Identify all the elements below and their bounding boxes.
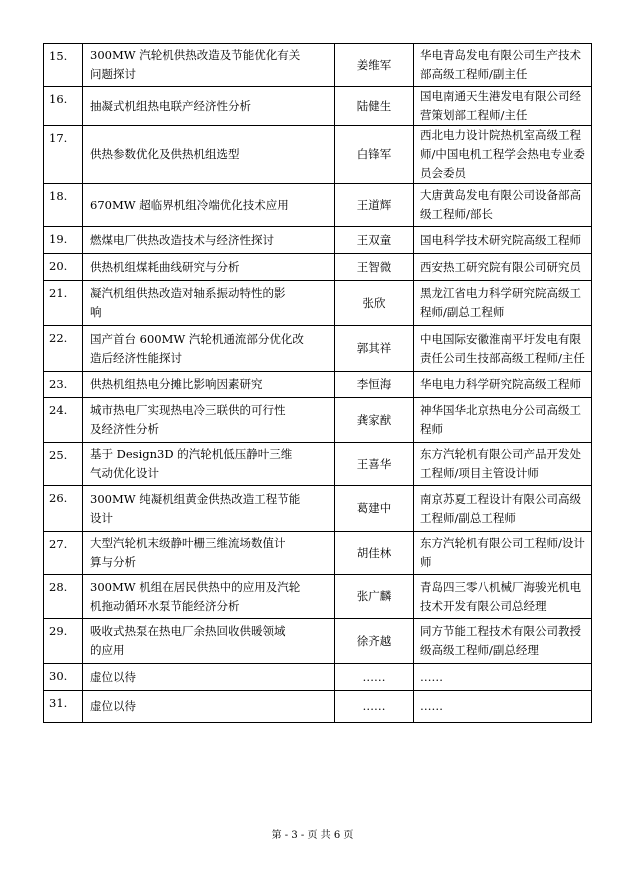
table-row xyxy=(44,486,592,532)
table-row xyxy=(44,372,592,398)
speaker-affiliation: 西安热工研究院有限公司研究员 xyxy=(414,254,592,281)
table-row xyxy=(44,87,592,126)
speaker-name: 徐齐越 xyxy=(335,619,414,664)
table-row xyxy=(44,326,592,372)
report-title: 大型汽轮机末级静叶栅三维流场数值计 算与分析 xyxy=(83,532,335,575)
speaker-name: 郭其祥 xyxy=(335,326,414,372)
speaker-affiliation: 国电南通天生港发电有限公司经 营策划部工程师/主任 xyxy=(414,87,592,126)
speaker-affiliation: 西北电力设计院热机室高级工程 师/中国电机工程学会热电专业委 员会委员 xyxy=(414,126,592,184)
row-number: 23. xyxy=(44,372,83,398)
row-number: 27. xyxy=(44,532,83,575)
speaker-affiliation: 大唐黄岛发电有限公司设备部高 级工程师/部长 xyxy=(414,184,592,227)
table-row xyxy=(44,254,592,281)
row-number: 24. xyxy=(44,398,83,443)
speaker-affiliation: 东方汽轮机有限公司工程师/设计 师 xyxy=(414,532,592,575)
speaker-affiliation: 东方汽轮机有限公司产品开发处 工程师/项目主管设计师 xyxy=(414,443,592,486)
row-number: 18. xyxy=(44,184,83,227)
row-number: 28. xyxy=(44,575,83,619)
speaker-affiliation: 南京苏夏工程设计有限公司高级 工程师/副总工程师 xyxy=(414,486,592,532)
report-title: 670MW 超临界机组冷端优化技术应用 xyxy=(83,184,335,227)
row-number: 25. xyxy=(44,443,83,486)
report-title: 吸收式热泵在热电厂余热回收供暖领域 的应用 xyxy=(83,619,335,664)
speaker-affiliation: 华电青岛发电有限公司生产技术 部高级工程师/副主任 xyxy=(414,44,592,87)
speaker-name: 姜维军 xyxy=(335,44,414,87)
speaker-name: 葛建中 xyxy=(335,486,414,532)
speaker-name: 王道辉 xyxy=(335,184,414,227)
speaker-name: 王双童 xyxy=(335,227,414,254)
report-title: 供热参数优化及供热机组选型 xyxy=(83,126,335,184)
row-number: 29. xyxy=(44,619,83,664)
speaker-name: 王喜华 xyxy=(335,443,414,486)
row-number: 17. xyxy=(44,126,83,184)
report-title: 供热机组热电分摊比影响因素研究 xyxy=(83,372,335,398)
report-title: 燃煤电厂供热改造技术与经济性探讨 xyxy=(83,227,335,254)
report-title: 300MW 纯凝机组黄金供热改造工程节能 设计 xyxy=(83,486,335,532)
report-title: 虚位以待 xyxy=(83,664,335,691)
speaker-name: 陆健生 xyxy=(335,87,414,126)
speaker-affiliation: 黑龙江省电力科学研究院高级工 程师/副总工程师 xyxy=(414,281,592,326)
speaker-name: …… xyxy=(335,691,414,723)
row-number: 15. xyxy=(44,44,83,87)
row-number: 20. xyxy=(44,254,83,281)
report-title: 城市热电厂实现热电冷三联供的可行性 及经济性分析 xyxy=(83,398,335,443)
speaker-name: 王智微 xyxy=(335,254,414,281)
speaker-affiliation: 同方节能工程技术有限公司教授 级高级工程师/副总经理 xyxy=(414,619,592,664)
table-row xyxy=(44,575,592,619)
report-title: 供热机组煤耗曲线研究与分析 xyxy=(83,254,335,281)
speaker-affiliation: 国电科学技术研究院高级工程师 xyxy=(414,227,592,254)
row-number: 30. xyxy=(44,664,83,691)
table-row xyxy=(44,664,592,691)
table-row xyxy=(44,691,592,723)
report-title: 基于 Design3D 的汽轮机低压静叶三维 气动优化设计 xyxy=(83,443,335,486)
table-row xyxy=(44,126,592,184)
speaker-name: …… xyxy=(335,664,414,691)
table-row xyxy=(44,443,592,486)
speaker-table xyxy=(43,43,592,723)
table-row xyxy=(44,184,592,227)
row-number: 22. xyxy=(44,326,83,372)
speaker-affiliation: …… xyxy=(414,691,592,723)
report-title: 国产首台 600MW 汽轮机通流部分优化改 造后经济性能探讨 xyxy=(83,326,335,372)
row-number: 26. xyxy=(44,486,83,532)
speaker-affiliation: 青岛四三零八机械厂海骏光机电 技术开发有限公司总经理 xyxy=(414,575,592,619)
table-row xyxy=(44,398,592,443)
page-footer: 第 - 3 - 页 共 6 页 xyxy=(271,830,354,841)
report-title: 虚位以待 xyxy=(83,691,335,723)
table-row xyxy=(44,532,592,575)
table-row xyxy=(44,44,592,87)
speaker-affiliation: …… xyxy=(414,664,592,691)
report-title: 300MW 汽轮机供热改造及节能优化有关 问题探讨 xyxy=(83,44,335,87)
speaker-name: 白锋军 xyxy=(335,126,414,184)
row-number: 19. xyxy=(44,227,83,254)
row-number: 21. xyxy=(44,281,83,326)
speaker-name: 李恒海 xyxy=(335,372,414,398)
table-row xyxy=(44,281,592,326)
speaker-affiliation: 神华国华北京热电分公司高级工 程师 xyxy=(414,398,592,443)
speaker-name: 胡佳林 xyxy=(335,532,414,575)
speaker-name: 龚家猷 xyxy=(335,398,414,443)
row-number: 16. xyxy=(44,87,83,126)
speaker-affiliation: 华电电力科学研究院高级工程师 xyxy=(414,372,592,398)
speaker-name: 张广麟 xyxy=(335,575,414,619)
report-title: 抽凝式机组热电联产经济性分析 xyxy=(83,87,335,126)
table-row xyxy=(44,227,592,254)
report-title: 300MW 机组在居民供热中的应用及汽轮 机拖动循环水泵节能经济分析 xyxy=(83,575,335,619)
row-number: 31. xyxy=(44,691,83,723)
speaker-name: 张欣 xyxy=(335,281,414,326)
table-row xyxy=(44,619,592,664)
report-title: 凝汽机组供热改造对轴系振动特性的影 响 xyxy=(83,281,335,326)
speaker-affiliation: 中电国际安徽淮南平圩发电有限 责任公司生技部高级工程师/主任 xyxy=(414,326,592,372)
